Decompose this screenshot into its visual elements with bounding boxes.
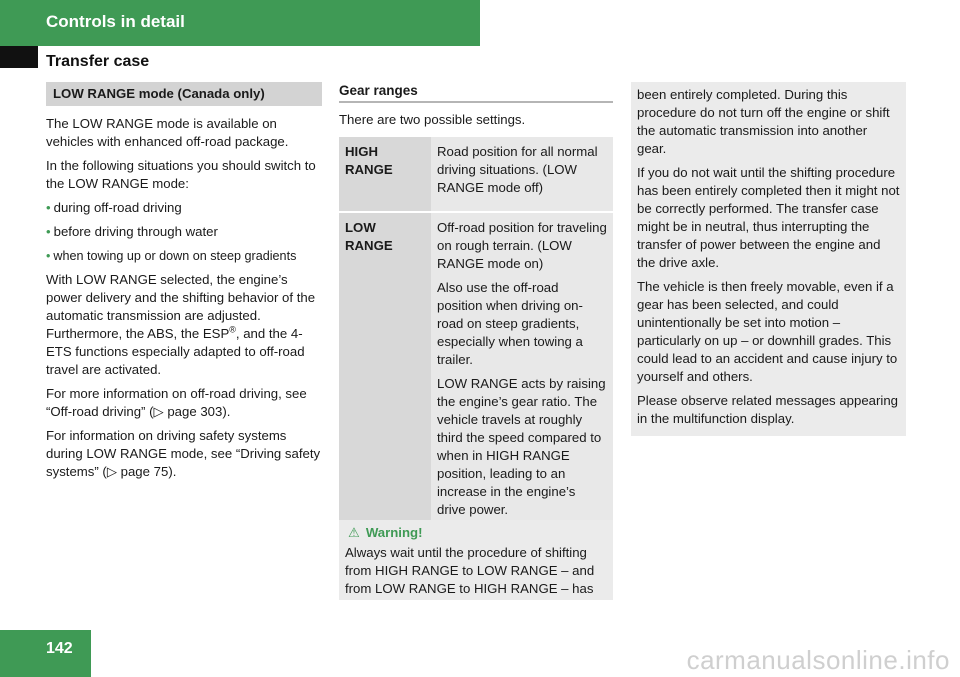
list-item: • during off-road driving: [46, 200, 182, 215]
bullet-icon: •: [46, 249, 51, 263]
page-reference-link[interactable]: page 75: [120, 464, 169, 479]
bullet-icon: •: [46, 200, 51, 215]
warning-text: Always wait until the procedure of shifting from HIGH RANGE to LOW RANGE – and from LOW RANGE to HIGH RANGE – has: [345, 545, 595, 596]
warning-continued-box: [631, 82, 906, 436]
paragraph: Please observe related messages appearing in the multifunction display.: [637, 393, 898, 426]
chapter-header-bar: [0, 0, 480, 46]
column-middle: [339, 82, 613, 533]
page-reference-link[interactable]: page 303: [167, 404, 223, 419]
section-title: Transfer case: [46, 53, 150, 70]
gear-description-cell: Road position for all normal driving situations. (LOW RANGE mode off): [431, 137, 613, 213]
paragraph: For information on driving safety systems during LOW RANGE mode, see “Driving safety systems” (▷ page 75).: [46, 428, 321, 479]
paragraph: For more information on off-road driving, see “Off-road driving” (▷ page 303).: [46, 386, 307, 419]
gear-name-cell: HIGH RANGE: [339, 137, 431, 213]
gear-description-cell: Off-road position for traveling on rough terrain. (LOW RANGE mode on) Also use the off-road position when driving on-road on steep gradients, especially when towing a trailer. LOW RANGE acts by raising the engine’s gear ratio. The vehicle travels at roughly third the speed compared to when in HIGH RANGE position, leading to an increase in the engine’s drive power.: [431, 213, 613, 533]
warning-box: [339, 520, 613, 600]
paragraph: been entirely completed. During this procedure do not turn off the engine or shift the automatic transmission into another gear.: [637, 87, 890, 156]
gear-name-cell: LOW RANGE: [339, 213, 431, 533]
page-ref-icon: ▷: [106, 464, 117, 479]
paragraph: If you do not wait until the shifting procedure has been entirely completed then it might not be correctly performed. The transfer case might be in neutral, thus interrupting the transfer of power between the engine and the drive axle.: [637, 165, 900, 270]
gear-ranges-table: [339, 137, 613, 533]
situation-list: [46, 199, 322, 265]
column-left: [46, 82, 322, 487]
list-item: • before driving through water: [46, 224, 218, 239]
paragraph: In the following situations you should switch to the LOW RANGE mode:: [46, 158, 316, 191]
paragraph: The LOW RANGE mode is available on vehicles with enhanced off-road package.: [46, 116, 289, 149]
paragraph: With LOW RANGE selected, the engine’s power delivery and the shifting behavior of the automatic transmission are adjusted. Furthermore, the ABS, the ESP®, and the 4-ETS functions especially adapted to off-road travel are activated.: [46, 272, 316, 377]
column-right: [631, 82, 906, 436]
watermark-text: carmanualsonline.info: [686, 645, 950, 675]
paragraph: The vehicle is then freely movable, even if a gear has been selected, and could unintentionally be set into motion – particularly on up – or downhill grades. This could lead to an accident and cause injury to yourself and others.: [637, 279, 898, 384]
warning-title: ⚠ Warning!: [348, 525, 423, 540]
list-item: • when towing up or down on steep gradients: [46, 249, 297, 263]
warning-triangle-icon: ⚠: [348, 525, 360, 540]
gear-ranges-heading: Gear ranges: [339, 82, 613, 103]
section-marker: [0, 46, 38, 68]
table-row: [339, 213, 613, 533]
low-range-box-title: LOW RANGE mode (Canada only): [46, 82, 322, 106]
bullet-icon: •: [46, 224, 51, 239]
chapter-title: Controls in detail: [46, 12, 185, 31]
page-number-badge: [0, 630, 91, 677]
page-ref-icon: ▷: [153, 404, 164, 419]
paragraph: There are two possible settings.: [339, 112, 526, 127]
table-row: [339, 137, 613, 213]
page-number: 142: [46, 640, 73, 657]
